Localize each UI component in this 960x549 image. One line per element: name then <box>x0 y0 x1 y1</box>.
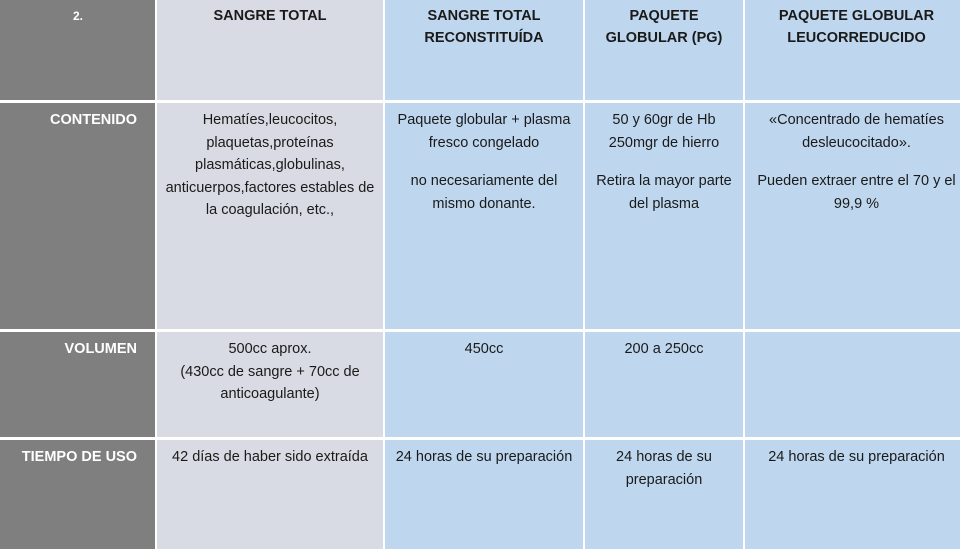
row-label-contenido: CONTENIDO <box>0 103 155 329</box>
cell-text: Retira la mayor parte del plasma <box>596 173 732 212</box>
table-cell <box>585 332 743 437</box>
cell-text: 24 horas de su preparación <box>616 449 712 488</box>
cell-text: 24 horas de su preparación <box>768 449 945 465</box>
table-cell <box>745 440 960 549</box>
table-cell <box>745 103 960 329</box>
table-corner-label <box>0 0 155 100</box>
cell-text: 42 días de haber sido extraída <box>172 449 368 465</box>
cell-text: Pueden extraer entre el 70 y el 99,9 % <box>757 173 956 212</box>
column-header-sangre-total-reconstituida: SANGRE TOTAL RECONSTITUÍDA <box>385 0 583 100</box>
column-header-paquete-globular: PAQUETE GLOBULAR (PG) <box>585 0 743 100</box>
table-cell <box>385 103 583 329</box>
cell-text: Paquete globular + plasma fresco congelado <box>397 112 571 151</box>
cell-text: 500cc aprox. <box>228 341 312 357</box>
cell-text: 50 y 60gr de Hb 250mgr de hierro <box>608 112 720 151</box>
column-header-sangre-total: SANGRE TOTAL <box>157 0 383 100</box>
table-cell <box>157 440 383 549</box>
table-cell <box>745 332 960 437</box>
cell-text: 24 horas de su preparación <box>395 449 573 465</box>
cell-text: no necesariamente del mismo donante. <box>410 173 558 212</box>
table-cell <box>385 332 583 437</box>
column-header-paquete-globular-leucorreducido: PAQUETE GLOBULAR LEUCORREDUCIDO <box>745 0 960 100</box>
row-label-tiempo-de-uso: TIEMPO DE USO <box>0 440 155 549</box>
row-label-volumen: VOLUMEN <box>0 332 155 437</box>
table-cell <box>385 440 583 549</box>
cell-text: «Concentrado de hematíes desleucocitado». <box>769 112 944 151</box>
slide-number: 2. <box>73 9 84 23</box>
cell-text: (430cc de sangre + 70cc de anticoagulante) <box>180 363 360 402</box>
table-cell <box>585 440 743 549</box>
table-cell <box>157 332 383 437</box>
table-cell <box>585 103 743 329</box>
cell-text: 200 a 250cc <box>624 341 704 357</box>
cell-text: 450cc <box>464 341 504 357</box>
table-cell <box>157 103 383 329</box>
cell-text: Hematíes,leucocitos, plaquetas,proteínas plasmáticas,globulinas, anticuerpos,factores estables de la coagulación, etc., <box>165 112 375 218</box>
